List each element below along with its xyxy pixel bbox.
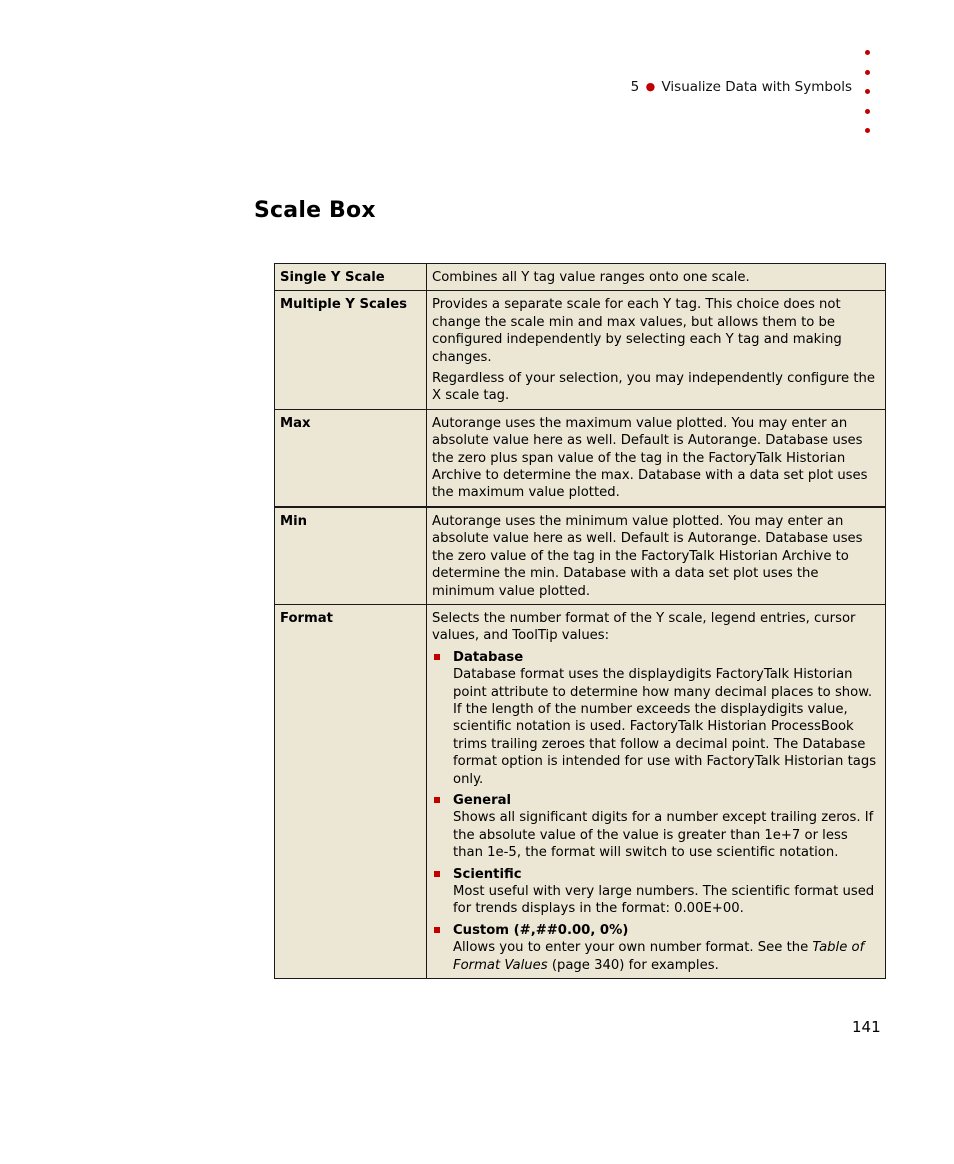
list-item xyxy=(432,649,880,788)
running-header xyxy=(631,79,852,95)
item-text-before: Allows you to enter your own number format. See the xyxy=(453,940,813,956)
dot-icon xyxy=(865,109,870,114)
square-bullet-icon xyxy=(434,654,440,660)
options-table xyxy=(274,263,886,979)
dot-icon xyxy=(865,50,870,55)
dot-icon xyxy=(865,128,870,133)
item-text-after: (page 340) for examples. xyxy=(547,957,719,973)
item-title: Database xyxy=(453,649,524,665)
term-cell: Max xyxy=(275,409,427,507)
description-text: Selects the number format of the Y scale, legend entries, cursor values, and ToolTip values: xyxy=(432,610,856,644)
cross-reference-link[interactable]: Table of Format Values xyxy=(453,940,865,973)
term-cell: Min xyxy=(275,507,427,605)
section-title: Scale Box xyxy=(254,198,376,223)
table-row xyxy=(275,507,886,605)
page-number: 141 xyxy=(852,1018,881,1036)
list-item xyxy=(432,922,880,974)
item-text: Shows all significant digits for a number except trailing zeros. If the absolute value of the value is greater than 1e+7 or less than 1e-5, the format will switch to use scientific notation. xyxy=(453,810,874,861)
description-text: Autorange uses the maximum value plotted. You may enter an absolute value here as well. Default is Autorange. Database uses the zero plus span value of the tag in the FactoryTalk Historian Archive to determine the max. Database with a data set plot uses the maximum value plotted. xyxy=(432,415,868,501)
description-text: Provides a separate scale for each Y tag. This choice does not change the scale min and max values, but allows them to be configured independently by selecting each Y tag and making changes. xyxy=(432,297,842,365)
list-item xyxy=(432,866,880,918)
term-cell: Format xyxy=(275,604,427,978)
square-bullet-icon xyxy=(434,871,440,877)
description-cell xyxy=(427,507,886,605)
format-list xyxy=(432,649,880,974)
square-bullet-icon xyxy=(434,797,440,803)
item-title: Custom (#,##0.00, 0%) xyxy=(453,922,629,938)
margin-dots-decoration xyxy=(865,50,875,148)
list-item xyxy=(432,792,880,862)
chapter-number: 5 xyxy=(630,79,640,95)
item-title: Scientific xyxy=(453,866,522,882)
square-bullet-icon xyxy=(434,927,440,933)
table-row xyxy=(275,291,886,409)
description-cell xyxy=(427,409,886,507)
table-row xyxy=(275,604,886,978)
description-text: Combines all Y tag value ranges onto one scale. xyxy=(432,270,750,285)
description-text: Autorange uses the minimum value plotted. You may enter an absolute value here as well. Default is Autorange. Database uses the zero value of the tag in the FactoryTalk Historian Archive to determine the min. Database with a data set plot uses the minimum value plotted. xyxy=(432,513,863,599)
dot-icon xyxy=(865,89,870,94)
description-cell xyxy=(427,604,886,978)
term-cell: Single Y Scale xyxy=(275,264,427,291)
item-title: General xyxy=(453,792,512,808)
item-text: Database format uses the displaydigits FactoryTalk Historian point attribute to determine how many decimal places to show. If the length of the number exceeds the displaydigits value, scientific notation is used. FactoryTalk Historian ProcessBook trims trailing zeroes that follow a decimal point. The Database format option is intended for use with FactoryTalk Historian tags only. xyxy=(453,667,877,787)
term-cell: Multiple Y Scales xyxy=(275,291,427,409)
table-row xyxy=(275,409,886,507)
table-row xyxy=(275,264,886,291)
chapter-title: Visualize Data with Symbols xyxy=(661,79,852,95)
description-cell xyxy=(427,291,886,409)
bullet-icon: ● xyxy=(645,80,656,93)
description-text: Regardless of your selection, you may independently configure the X scale tag. xyxy=(432,371,875,404)
dot-icon xyxy=(865,70,870,75)
description-cell xyxy=(427,264,886,291)
item-text: Most useful with very large numbers. The scientific format used for trends displays in the format: 0.00E+00. xyxy=(453,884,875,917)
